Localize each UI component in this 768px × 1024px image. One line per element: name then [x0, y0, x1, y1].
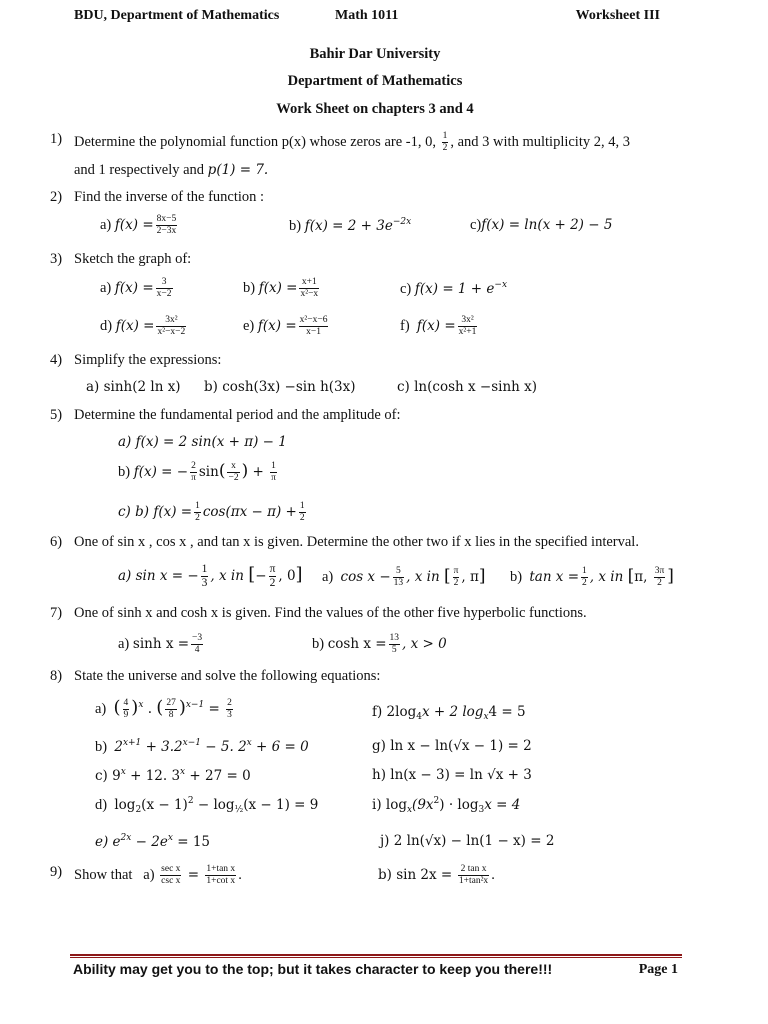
- page-number: Page 1: [638, 962, 678, 977]
- title-university: Bahir Dar University: [309, 46, 441, 62]
- header-course: Math 1011: [335, 8, 399, 23]
- header-department: BDU, Department of Mathematics: [74, 8, 280, 23]
- header-worksheet: Worksheet III: [575, 8, 660, 23]
- title-department: Department of Mathematics: [287, 73, 463, 89]
- footer-motto: Ability may get you to the top; but it takes character to keep you there!!!: [73, 961, 553, 977]
- q1-number: 1): [50, 131, 63, 147]
- q1-text: Determine the polynomial function p(x) whose zeros are -1, 0, $\frac{1}{2}$ , and 3 with multiplicity 2, 4, 3: [74, 131, 630, 153]
- footer-rule-top: [70, 954, 682, 956]
- title-sheet: Work Sheet on chapters 3 and 4: [276, 101, 474, 117]
- footer-rule-bottom: [70, 957, 682, 958]
